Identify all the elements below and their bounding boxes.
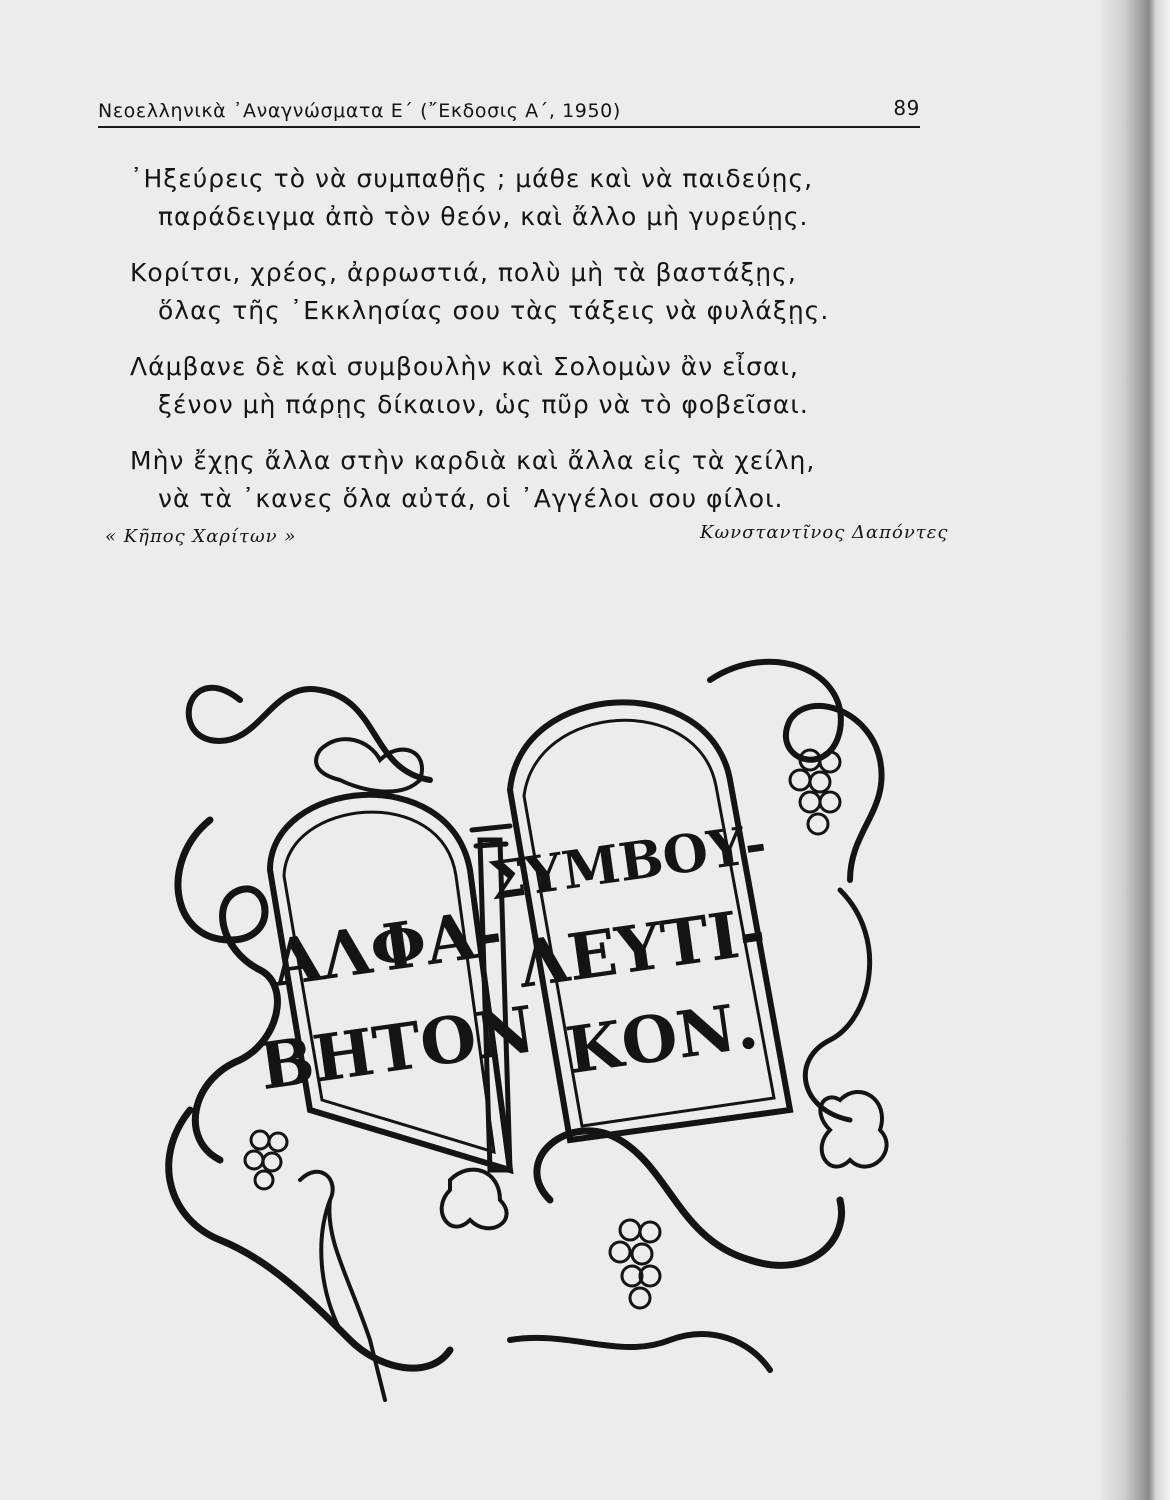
left-tablet-line: ΒΗΤΟΝ xyxy=(254,992,540,1106)
stanza xyxy=(130,160,830,236)
grape-leaf xyxy=(442,1170,507,1229)
author-name: Κωνσταντῖνος Δαπόντες xyxy=(700,522,949,543)
bird-figure xyxy=(300,1172,385,1400)
tablets-illustration xyxy=(150,640,930,1420)
verse-line: Κορίτσι, χρέος, ἀρρωστιά, πολὺ μὴ τὰ βαστάξῃς, xyxy=(130,258,797,287)
right-tablet-line: ΣΥΜΒΟΥ- xyxy=(484,813,771,913)
left-tablet-line: ΑΛΦΑ- xyxy=(267,895,507,1002)
tablets-vine-engraving xyxy=(150,640,930,1420)
grape-leaf xyxy=(316,739,422,791)
vine-scroll xyxy=(510,1334,770,1370)
grape-cluster xyxy=(790,750,840,834)
source-citation: « Κῆπος Χαρίτων » xyxy=(105,526,297,547)
stanza xyxy=(130,348,830,424)
poem xyxy=(130,160,830,536)
running-header xyxy=(98,96,920,128)
verse-line: ξένον μὴ πάρῃς δίκαιον, ὡς πῦρ νὰ τὸ φοβεῖσαι. xyxy=(158,390,809,419)
vine-scroll xyxy=(805,890,869,1120)
grape-cluster xyxy=(245,1131,287,1189)
book-spine-edge xyxy=(1100,0,1170,1500)
page-number: 89 xyxy=(893,96,920,120)
grape-leaf xyxy=(820,1092,886,1167)
stanza xyxy=(130,442,830,518)
verse-line: Μὴν ἔχῃς ἄλλα στὴν καρδιὰ καὶ ἄλλα εἰς τὰ χείλη, xyxy=(130,446,816,475)
vine-scroll xyxy=(537,1131,842,1265)
verse-line: ᾽Ηξεύρεις τὸ νὰ συμπαθῇς ; μάθε καὶ νὰ παιδεύῃς, xyxy=(130,164,814,193)
stanza xyxy=(130,254,830,330)
verse-line: νὰ τὰ ᾽κανες ὅλα αὐτά, οἱ ᾽Αγγέλοι σου φίλοι. xyxy=(158,484,784,513)
right-tablet-line: ΚΟΝ. xyxy=(561,988,763,1090)
verse-line: ὅλας τῆς ᾽Εκκλησίας σου τὰς τάξεις νὰ φυλάξῃς. xyxy=(158,296,830,325)
verse-line: Λάμβανε δὲ καὶ συμβουλὴν καὶ Σολομὼν ἂν εἶσαι, xyxy=(130,352,799,381)
verse-line: παράδειγμα ἀπὸ τὸν θεόν, καὶ ἄλλο μὴ γυρεύῃς. xyxy=(158,202,809,231)
vine-scroll xyxy=(169,1110,450,1368)
right-tablet-line: ΛΕΥΤΙ- xyxy=(513,894,771,1004)
running-title: Νεοελληνικὰ ᾽Αναγνώσματα Ε΄ (῎Εκδοσις Α΄, 1950) xyxy=(98,100,621,122)
vine-scroll xyxy=(189,688,430,780)
grape-cluster xyxy=(610,1220,660,1308)
